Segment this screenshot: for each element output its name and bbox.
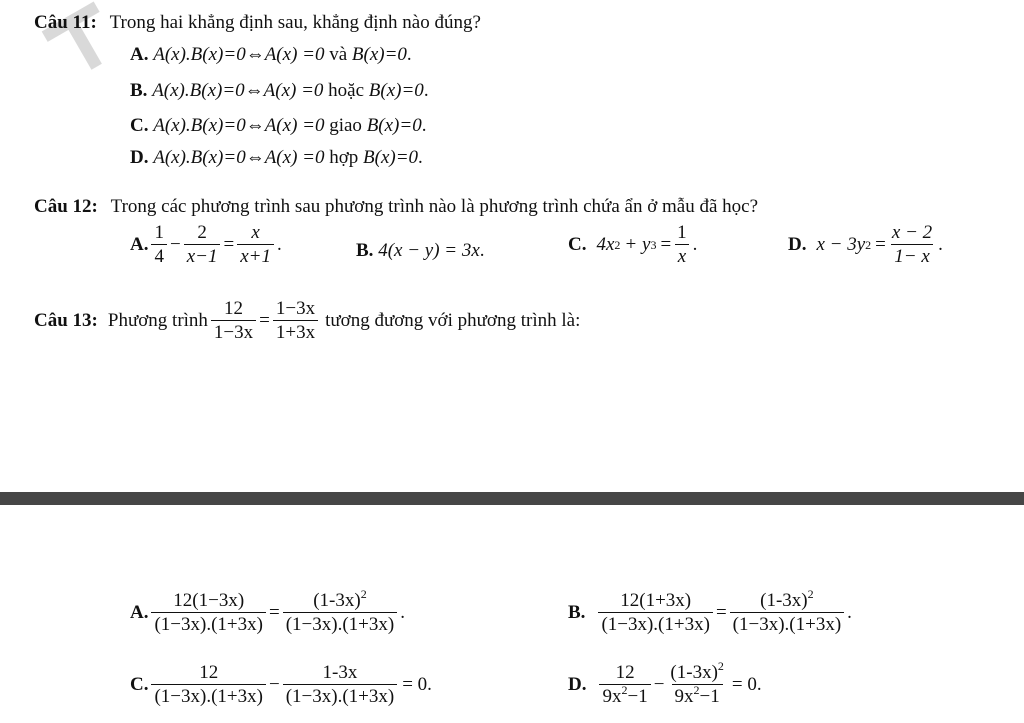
option-letter: B. (356, 240, 374, 261)
q12-label: Câu 12: (34, 196, 98, 217)
q13-option-b[interactable]: B. $\frac{12(1+3x)}{(1-3x).(1+3x)}$ = $\frac{(1-3x)^2}{(1-3x).(1+3x)}$ . (568, 587, 852, 636)
option-letter: C. (568, 233, 587, 255)
fraction: $\frac{12}{1-3x}$ (211, 298, 256, 344)
fraction: $\frac{2}{x-1}$ (184, 222, 221, 268)
q13-heading: Câu 13: Phương trình $\frac{12}{1-3x}$ = $\frac{1-3x}{1+3x}$ tương đương với phương trình là: (34, 298, 581, 344)
q11-option-c[interactable]: C. A(x).B(x)=0⇔A(x) =0 giao B(x)=0. (130, 115, 427, 136)
fraction: $\frac{1}{4}$ (151, 222, 167, 268)
q11-option-d[interactable]: D. A(x).B(x)=0⇔A(x) =0 hợp B(x)=0. (130, 147, 423, 168)
q12-text: Trong các phương trình sau phương trình nào là phương trình chứa ẩn ở mẫu đã học? (110, 196, 759, 217)
q13-option-d[interactable]: D. $\frac{12}{9x^2-1}$ − $\frac{(1-3x)^2}{9x^2-1}$ = 0 . (568, 659, 762, 708)
option-letter: A. (130, 233, 149, 255)
option-letter: C. (130, 673, 149, 695)
fraction: $\frac{(1-3x)^2}{9x^2-1}$ (670, 659, 724, 708)
fraction: $\frac{12}{(1-3x).(1+3x)}$ (151, 662, 266, 708)
q12-option-b[interactable]: B. 4(x − y) = 3x. (356, 240, 485, 261)
q11-option-b[interactable]: B. A(x).B(x)=0⇔A(x) =0 hoặc B(x)=0. (130, 80, 429, 101)
fraction: $\frac{x}{x+1}$ (237, 222, 274, 268)
q13-label: Câu 13: (34, 309, 98, 331)
q11-heading (34, 12, 481, 34)
fraction: $\frac{12}{9x^2-1}$ (599, 662, 650, 708)
fraction: $\frac{(1-3x)^2}{(1-3x).(1+3x)}$ (730, 590, 845, 636)
q11-option-a[interactable]: A. A(x).B(x)=0⇔A(x) =0 và B(x)=0. (130, 44, 412, 65)
q12-option-c[interactable]: C. 4x 2 + y 3 = $\frac{1}{x}$ . (568, 222, 698, 268)
q13-option-a[interactable]: A. $\frac{12(1-3x)}{(1-3x).(1+3x)}$ = $\frac{(1-3x)^2}{(1-3x).(1+3x)}$ . (130, 587, 405, 636)
q12-heading (34, 196, 758, 218)
fraction: $\frac{x - 2}{1- x}$ (891, 222, 933, 268)
option-letter: B. (568, 601, 586, 623)
option-letter: B. (130, 80, 148, 101)
q13-option-c[interactable]: C. $\frac{12}{(1-3x).(1+3x)}$ − $\frac{1-3x}{(1-3x).(1+3x)}$ = 0 . (130, 662, 432, 708)
fraction: $\frac{1}{x}$ (674, 222, 690, 268)
option-letter: D. (568, 673, 587, 695)
fraction: $\frac{(1-3x)^2}{(1-3x).(1+3x)}$ (283, 590, 398, 636)
fraction: $\frac{12(1+3x)}{(1-3x).(1+3x)}$ (598, 590, 713, 636)
fraction: $\frac{1-3x}{1+3x}$ (273, 298, 318, 344)
option-letter: D. (130, 147, 149, 168)
fraction: $\frac{12(1-3x)}{(1-3x).(1+3x)}$ (151, 590, 266, 636)
q11-label: Câu 11: (34, 12, 97, 33)
q11-text: Trong hai khẳng định sau, khẳng định nào đúng? (109, 12, 481, 33)
option-letter: D. (788, 233, 807, 255)
q12-option-d[interactable]: D. x − 3y 2 = $\frac{x - 2}{1- x}$ . (788, 222, 943, 268)
option-letter: A. (130, 601, 149, 623)
option-letter: A. (130, 44, 149, 65)
fraction: $\frac{1-3x}{(1-3x).(1+3x)}$ (283, 662, 398, 708)
divider-bar (0, 492, 1024, 505)
q12-option-a[interactable]: A. $\frac{1}{4}$ − $\frac{2}{x-1}$ = $\frac{x}{x+1}$ . (130, 222, 282, 268)
option-letter: C. (130, 115, 149, 136)
